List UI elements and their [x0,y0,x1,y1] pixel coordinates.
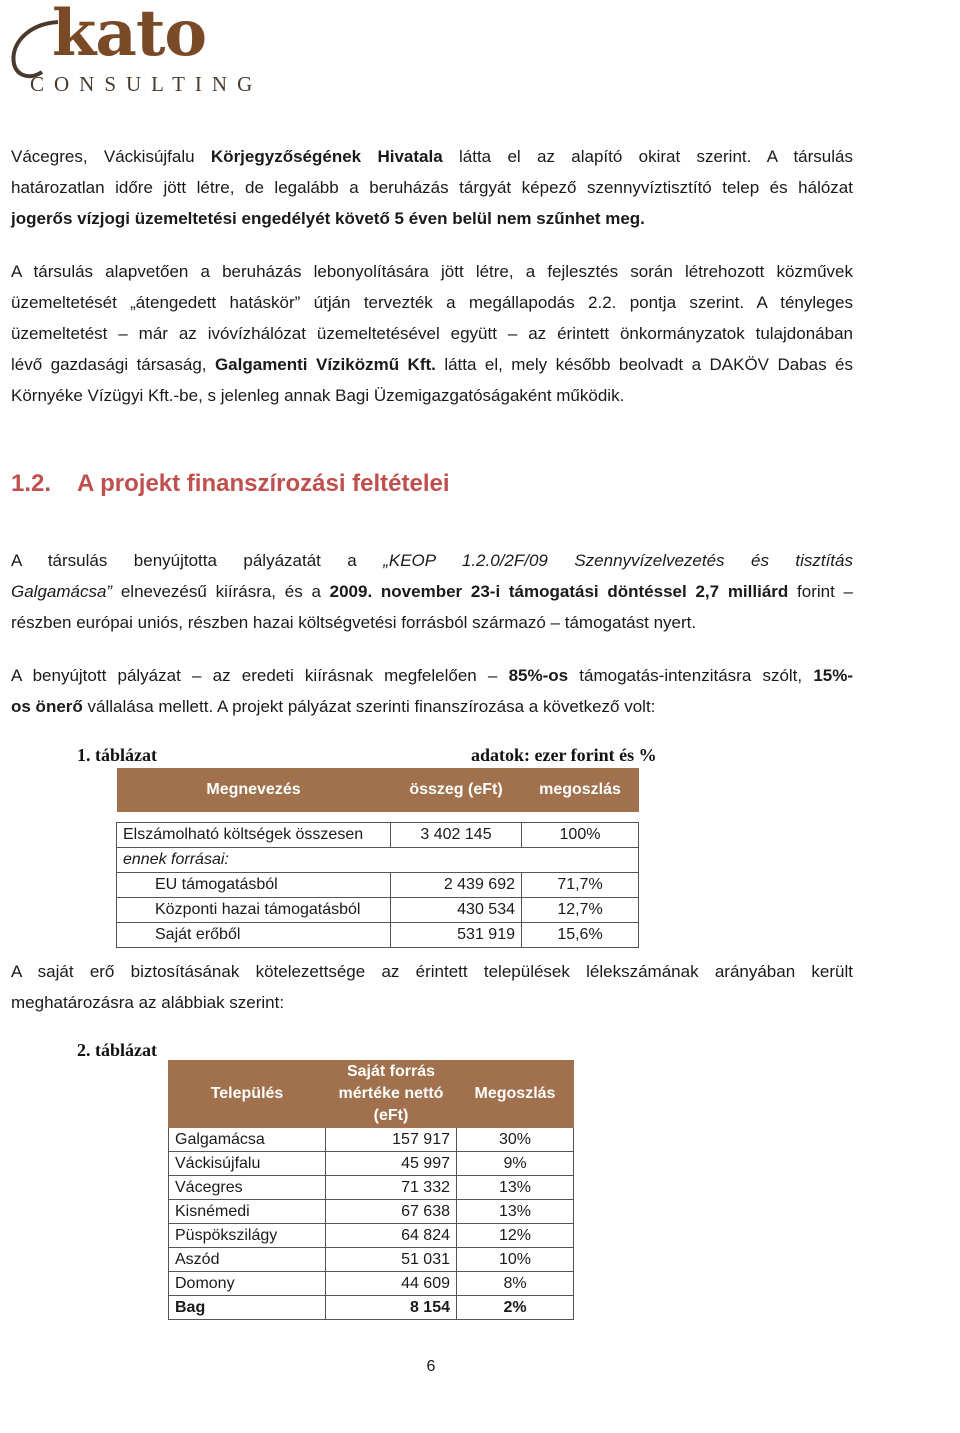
table-row: Püspökszilágy 64 824 12% [169,1224,574,1248]
p1-line-2: határozatlan időre jött létre, de legalább a beruházás tárgyát képező szennyvíztisztító telep és hálózat [11,178,853,197]
logo-subtitle: CONSULTING [30,72,263,96]
p4-line-1: A benyújtott pályázat – az eredeti kiírásnak megfelelően – 85%-os támogatás-intenzitásra szólt, 15%- [11,666,853,685]
table-row: EU támogatásból 2 439 692 71,7% [117,873,639,898]
table-1-units: adatok: ezer forint és % [471,745,657,765]
p2-line-5: Környéke Vízügyi Kft.-be, s jelenleg annak Bagi Üzemigazgatóságaként működik. [11,386,625,405]
table-row: ennek forrásai: [117,848,639,873]
table-header-row: Település Saját forrás mértéke nettó (eFt) Megoszlás [169,1061,574,1128]
p3-line-2: Galgamácsa” elnevezésű kiírásra, és a 2009. november 23-i támogatási döntéssel 2,7 milliárd forint – [11,582,854,601]
page-number: 6 [426,1358,436,1375]
p2-line-3: üzemeltetést – már az ivóvízhálózat üzemeltetésével együtt – az érintett önkormányzatok tulajdonában [11,324,853,343]
financing-table [116,768,639,948]
table-row: Kisnémedi 67 638 13% [169,1200,574,1224]
table-row: Központi hazai támogatásból 430 534 12,7% [117,898,639,923]
table-header-row [117,768,639,812]
p2-line-4: lévő gazdasági társaság, Galgamenti Víziközmű Kft. látta el, mely később beolvadt a DAKÖV Dabas és [11,355,853,374]
p5-line-1: A saját erő biztosításának kötelezettsége az érintett települések lélekszámának arányában került [11,962,853,981]
section-heading [11,470,450,498]
p3-line-3: részben európai uniós, részben hazai költségvetési forrásból származó – támogatást nyert. [11,613,697,632]
p4-line-2: os önerő vállalása mellett. A projekt pályázat szerinti finanszírozása a következő volt: [11,697,656,716]
table-row: Galgamácsa 157 917 30% [169,1128,574,1152]
header-cell: Megnevezés [117,768,391,812]
table-row: Saját erőből 531 919 15,6% [117,923,639,948]
p3-line-1: A társulás benyújtotta pályázatát a „KEOP 1.2.0/2F/09 Szennyvízelvezetés és tisztítás [11,551,853,570]
table-row: Vácegres 71 332 13% [169,1176,574,1200]
p1-line-1: Vácegres, Váckisújfalu Körjegyzőségének Hivatala látta el az alapító okirat szerint. A társulás [11,147,853,166]
table-row: Aszód 51 031 10% [169,1248,574,1272]
settlement-table [168,1060,574,1320]
table-1-caption: 1. táblázat [77,745,157,765]
table-row: Váckisújfalu 45 997 9% [169,1152,574,1176]
paragraph-1 [11,141,853,234]
table-row: Elszámolható költségek összesen 3 402 145 100% [117,823,639,848]
p2-line-1: A társulás alapvetően a beruházás lebonyolítására jött létre, a fejlesztés során létrehozott közművek [11,262,853,281]
paragraph-2 [11,256,853,411]
paragraph-5 [11,956,853,1018]
table-row: Bag 8 154 2% [169,1296,574,1320]
logo-wordmark: kato [52,0,207,71]
p1-line-3: jogerős vízjogi üzemeltetési engedélyét követő 5 éven belül nem szűnhet meg. [11,209,645,228]
kato-consulting-logo [8,2,278,102]
section-number: 1.2. [11,470,52,497]
p2-line-2: üzemeltetését „átengedett hatáskör” útján tervezték a megállapodás 2.2. pontja szerint. A tényleges [11,293,853,312]
table-2-caption: 2. táblázat [77,1040,157,1060]
paragraph-3 [11,545,853,638]
table-row: Domony 44 609 8% [169,1272,574,1296]
header-cell: összeg (eFt) [391,768,522,812]
section-title: A projekt finanszírozási feltételei [77,470,450,497]
p5-line-2: meghatározásra az alábbiak szerint: [11,993,285,1012]
header-cell: megoszlás [522,768,639,812]
paragraph-4 [11,660,853,722]
